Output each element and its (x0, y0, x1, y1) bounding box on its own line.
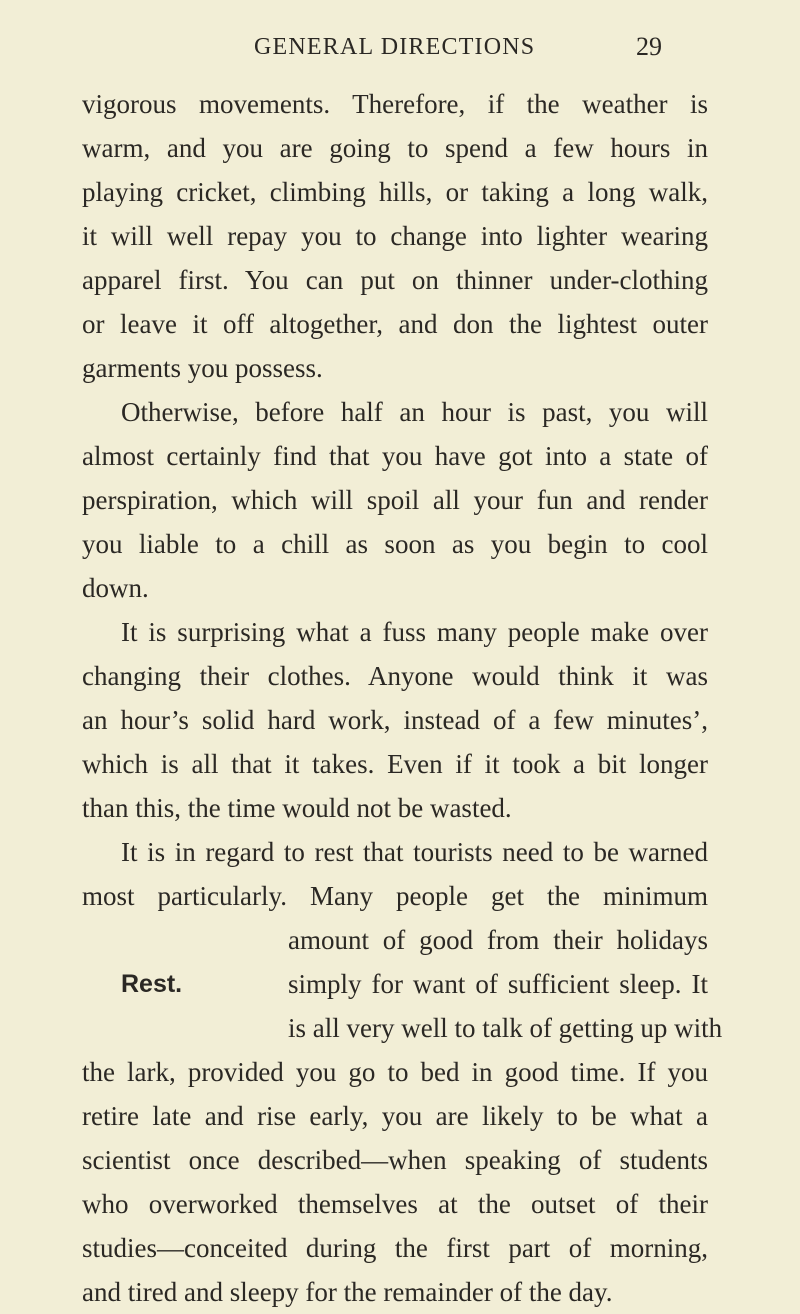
text-line: most particularly. Many people get the minimum (82, 881, 708, 911)
text-line: who overworked themselves at the outset of their (82, 1189, 708, 1219)
text-line: almost certainly find that you have got into a state of (82, 441, 708, 471)
text-line: an hour’s solid hard work, instead of a few minutes’, (82, 705, 708, 735)
text-line: retire late and rise early, you are likely to be what a (82, 1101, 708, 1131)
text-line: which is all that it takes. Even if it took a bit longer (82, 749, 708, 779)
text-line: amount of good from their holidays (288, 925, 708, 955)
text-line: you liable to a chill as soon as you begin to cool (82, 529, 708, 559)
text-line: studies—conceited during the first part of morning, (82, 1233, 708, 1263)
text-line: simply for want of sufficient sleep. It (288, 969, 708, 999)
sidenote-rest: Rest. (121, 970, 183, 998)
text-line: the lark, provided you go to bed in good time. If you (82, 1057, 708, 1087)
text-line: it will well repay you to change into lighter wearing (82, 221, 708, 251)
running-head: GENERAL DIRECTIONS (254, 34, 536, 60)
text-line: or leave it off altogether, and don the lightest outer (82, 309, 708, 339)
text-line: It is in regard to rest that tourists need to be warned (121, 837, 708, 867)
text-line: warm, and you are going to spend a few hours in (82, 133, 708, 163)
text-line: apparel first. You can put on thinner under-clothing (82, 265, 708, 295)
text-line: scientist once described—when speaking of students (82, 1145, 708, 1175)
text-line: vigorous movements. Therefore, if the weather is (82, 89, 708, 119)
text-line: and tired and sleepy for the remainder of the day. (82, 1277, 613, 1307)
text-line: down. (82, 573, 149, 603)
text-line: than this, the time would not be wasted. (82, 793, 512, 823)
text-line: garments you possess. (82, 353, 323, 383)
text-line: playing cricket, climbing hills, or taking a long walk, (82, 177, 708, 207)
text-line: It is surprising what a fuss many people make over (121, 617, 708, 647)
text-line: Otherwise, before half an hour is past, you will (121, 397, 708, 427)
text-line: is all very well to talk of getting up with (288, 1013, 723, 1043)
text-line: perspiration, which will spoil all your fun and render (82, 485, 708, 515)
page-number: 29 (636, 32, 662, 61)
text-line: changing their clothes. Anyone would think it was (82, 661, 708, 691)
